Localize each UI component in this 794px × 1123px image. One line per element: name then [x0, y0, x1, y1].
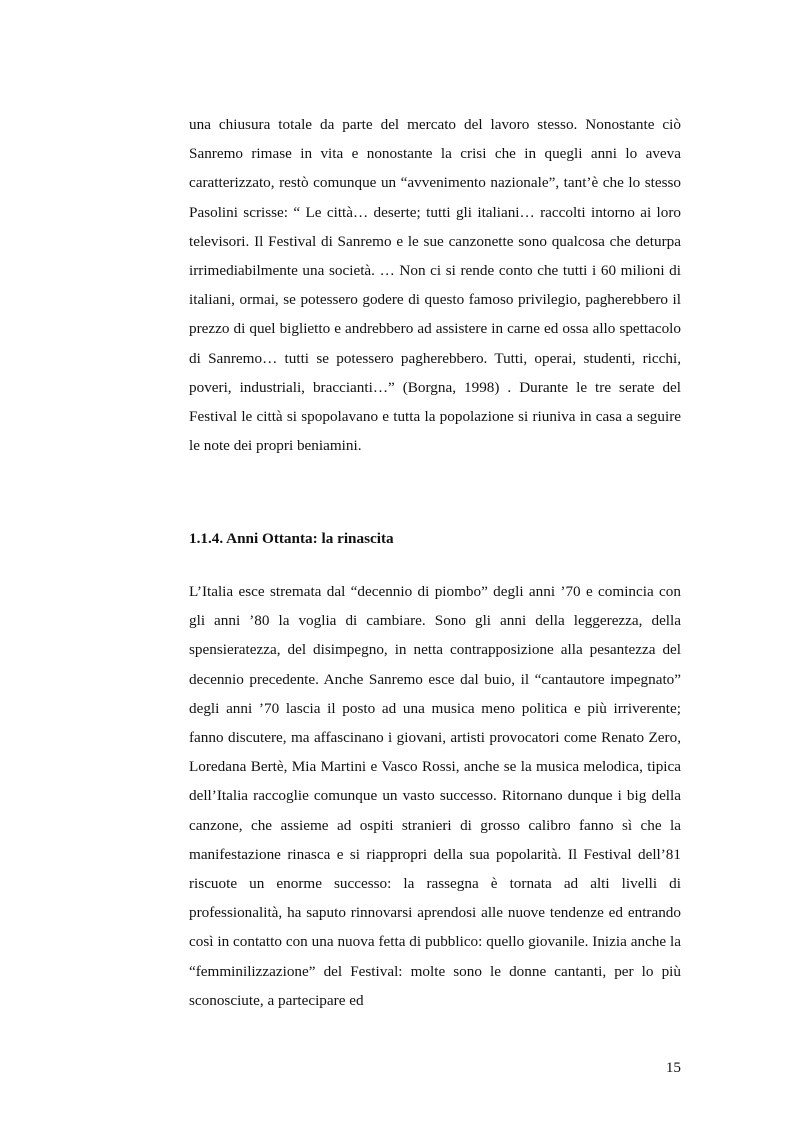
body-paragraph-1: una chiusura totale da parte del mercato del lavoro stesso. Nonostante ciò Sanremo rimase in vita e nonostante la crisi che in quegli anni lo aveva caratterizzato, restò comunque un “avvenimento nazionale”, tant’è che lo stesso Pasolini scrisse: “ Le città… deserte; tutti gli italiani… raccolti intorno ai loro televisori. Il Festival di Sanremo e le sue canzonette sono qualcosa che deturpa irrimediabilmente una società. … Non ci si rende conto che tutti i 60 milioni di italiani, ormai, se potessero godere di questo famoso privilegio, pagherebbero il prezzo di quel biglietto e andrebbero ad assistere in carne ed ossa allo spettacolo di Sanremo… tutti se potessero pagherebbero. Tutti, operai, studenti, ricchi, poveri, industriali, braccianti…” (Borgna, 1998) . Durante le tre serate del Festival le città si spopolavano e tutta la popolazione si riuniva in casa a seguire le note dei propri beniamini.	[189, 116, 681, 455]
body-paragraph-2: L’Italia esce stremata dal “decennio di piombo” degli anni ’70 e comincia con gli anni ’80 la voglia di cambiare. Sono gli anni della leggerezza, della spensieratezza, del disimpegno, in netta contrapposizione alla pesantezza del decennio precedente. Anche Sanremo esce dal buio, il “cantautore impegnato” degli anni ’70 lascia il posto ad una musica meno politica e più irriverente; fanno discutere, ma affascinano i giovani, artisti provocatori come Renato Zero, Loredana Bertè, Mia Martini e Vasco Rossi, anche se la musica melodica, tipica dell’Italia raccoglie comunque un vasto successo. Ritornano dunque i big della canzone, che assieme ad ospiti stranieri di grosso calibro fanno sì che la manifestazione rinasca e si riappropri della sua popolarità. Il Festival dell’81 riscuote un enorme successo: la rassegna è tornata ad alti livelli di professionalità, ha saputo rinnovarsi aprendosi alle nuove tendenze ed entrando così in contatto con una nuova fetta di pubblico: quello giovanile. Inizia anche la “femminilizzazione” del Festival: molte sono le donne cantanti, per lo più sconosciute, a partecipare ed	[189, 583, 681, 1009]
section-heading: 1.1.4. Anni Ottanta: la rinascita	[189, 530, 394, 547]
page-number: 15	[665, 1059, 681, 1076]
